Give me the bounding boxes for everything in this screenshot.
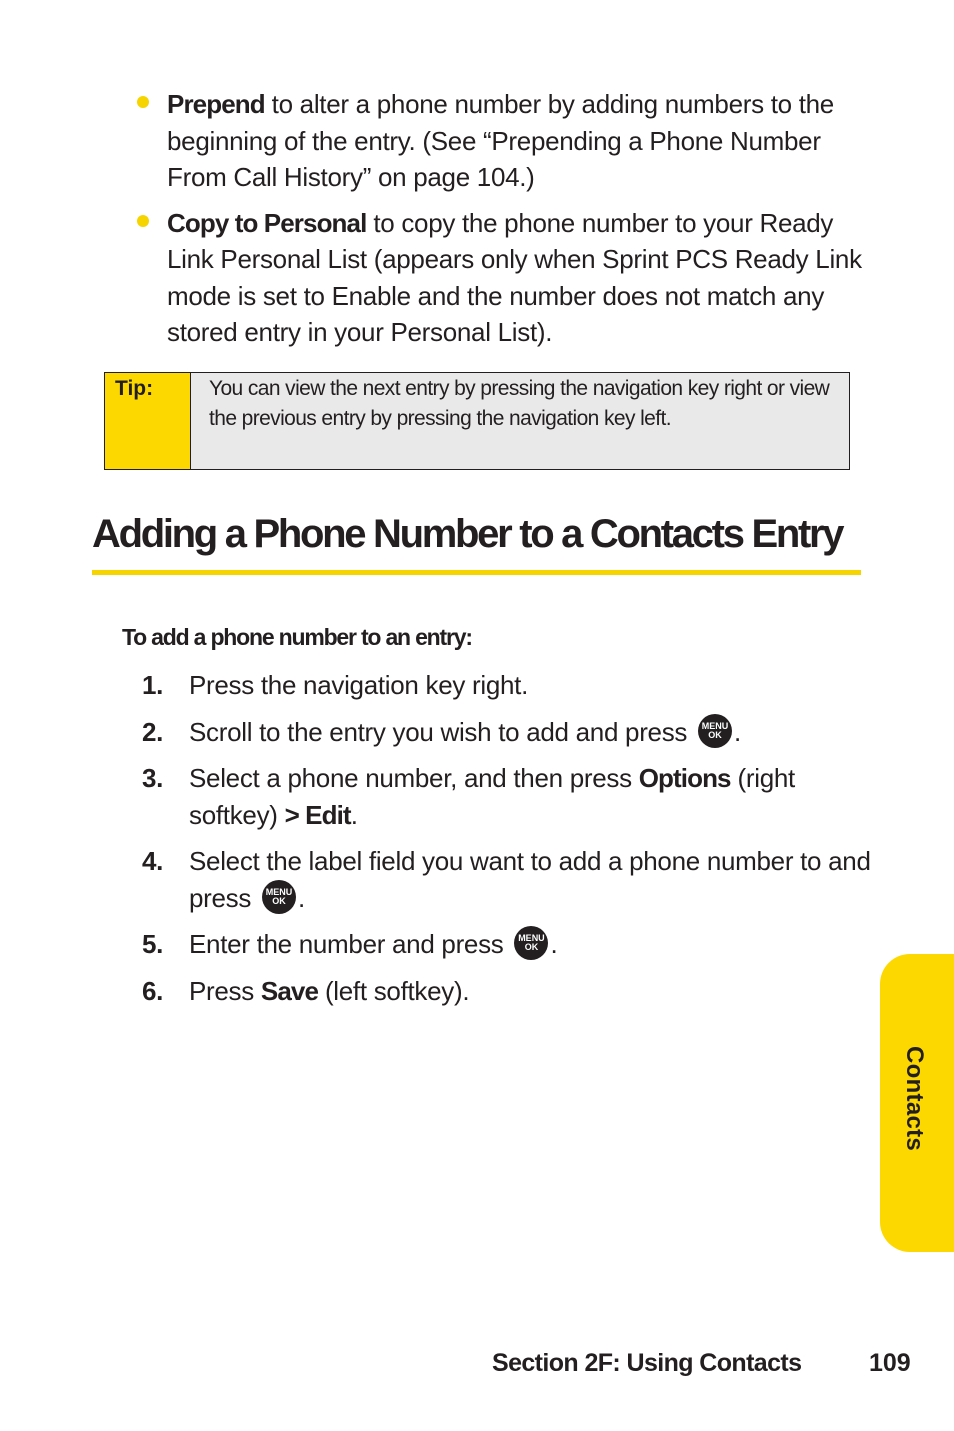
procedure-title: To add a phone number to an entry: bbox=[122, 624, 472, 650]
step-text: Press bbox=[189, 975, 261, 1006]
bullet-term: Prepend bbox=[167, 89, 265, 119]
step-text: Select the label field you want to add a phone number to and press bbox=[189, 846, 871, 913]
menu-ok-key-icon: MENU OK bbox=[698, 714, 732, 748]
step-item bbox=[142, 973, 872, 1010]
step-text-end: . bbox=[298, 882, 305, 913]
heading-underline bbox=[92, 570, 861, 575]
bullet-item bbox=[133, 86, 873, 196]
step-list bbox=[142, 667, 872, 1019]
bullet-text: to alter a phone number by adding numbers to the beginning of the entry. (See “Prepending a Phone Number From Call History” on page 104.) bbox=[167, 89, 834, 192]
bullet-term: Copy to Personal bbox=[167, 207, 367, 238]
step-item bbox=[142, 843, 872, 916]
save-softkey-label: Save bbox=[260, 975, 319, 1006]
side-tab-label: Contacts bbox=[901, 1046, 928, 1152]
menu-ok-key-icon: MENU OK bbox=[514, 926, 548, 960]
step-text: Enter the number and press bbox=[189, 929, 504, 959]
step-text-end: . bbox=[550, 929, 558, 959]
bullet-list bbox=[133, 86, 873, 360]
step-number: 5. bbox=[142, 929, 164, 959]
step-item bbox=[142, 760, 872, 833]
section-heading: Adding a Phone Number to a Contacts Entry bbox=[92, 512, 843, 556]
bullet-item bbox=[133, 205, 873, 351]
tip-text: You can view the next entry by pressing the navigation key right or view the previous entry by pressing the navigation key left. bbox=[191, 373, 849, 469]
tip-box bbox=[104, 372, 850, 470]
step-number: 2. bbox=[142, 716, 164, 747]
step-number: 3. bbox=[142, 763, 164, 793]
options-softkey-label: Options bbox=[638, 763, 731, 793]
step-text-end: . bbox=[734, 716, 741, 747]
step-text: Select a phone number, and then press bbox=[189, 763, 639, 793]
footer-section-title: Section 2F: Using Contacts bbox=[492, 1349, 802, 1377]
bullet-dot-icon bbox=[137, 96, 149, 108]
step-item bbox=[142, 714, 872, 751]
menu-ok-key-icon: MENU OK bbox=[262, 880, 296, 914]
step-text-end: . bbox=[350, 799, 358, 830]
step-item bbox=[142, 926, 872, 963]
step-text-mid: (right softkey) bbox=[189, 763, 795, 830]
step-item bbox=[142, 667, 872, 704]
step-number: 6. bbox=[142, 975, 164, 1006]
step-text-end: (left softkey). bbox=[318, 975, 470, 1006]
page-number: 109 bbox=[869, 1349, 911, 1377]
bullet-dot-icon bbox=[137, 215, 149, 227]
step-number: 4. bbox=[142, 846, 164, 876]
step-text: Press the navigation key right. bbox=[189, 670, 528, 700]
step-number: 1. bbox=[142, 670, 164, 700]
step-text: Scroll to the entry you wish to add and press bbox=[189, 716, 688, 747]
bullet-text: to copy the phone number to your Ready Link Personal List (appears only when Sprint PCS Ready Link mode is set to Enable and the number does not match any stored entry in your Personal List). bbox=[167, 207, 862, 347]
edit-menu-label: > Edit bbox=[284, 799, 351, 830]
tip-label: Tip: bbox=[105, 373, 191, 469]
